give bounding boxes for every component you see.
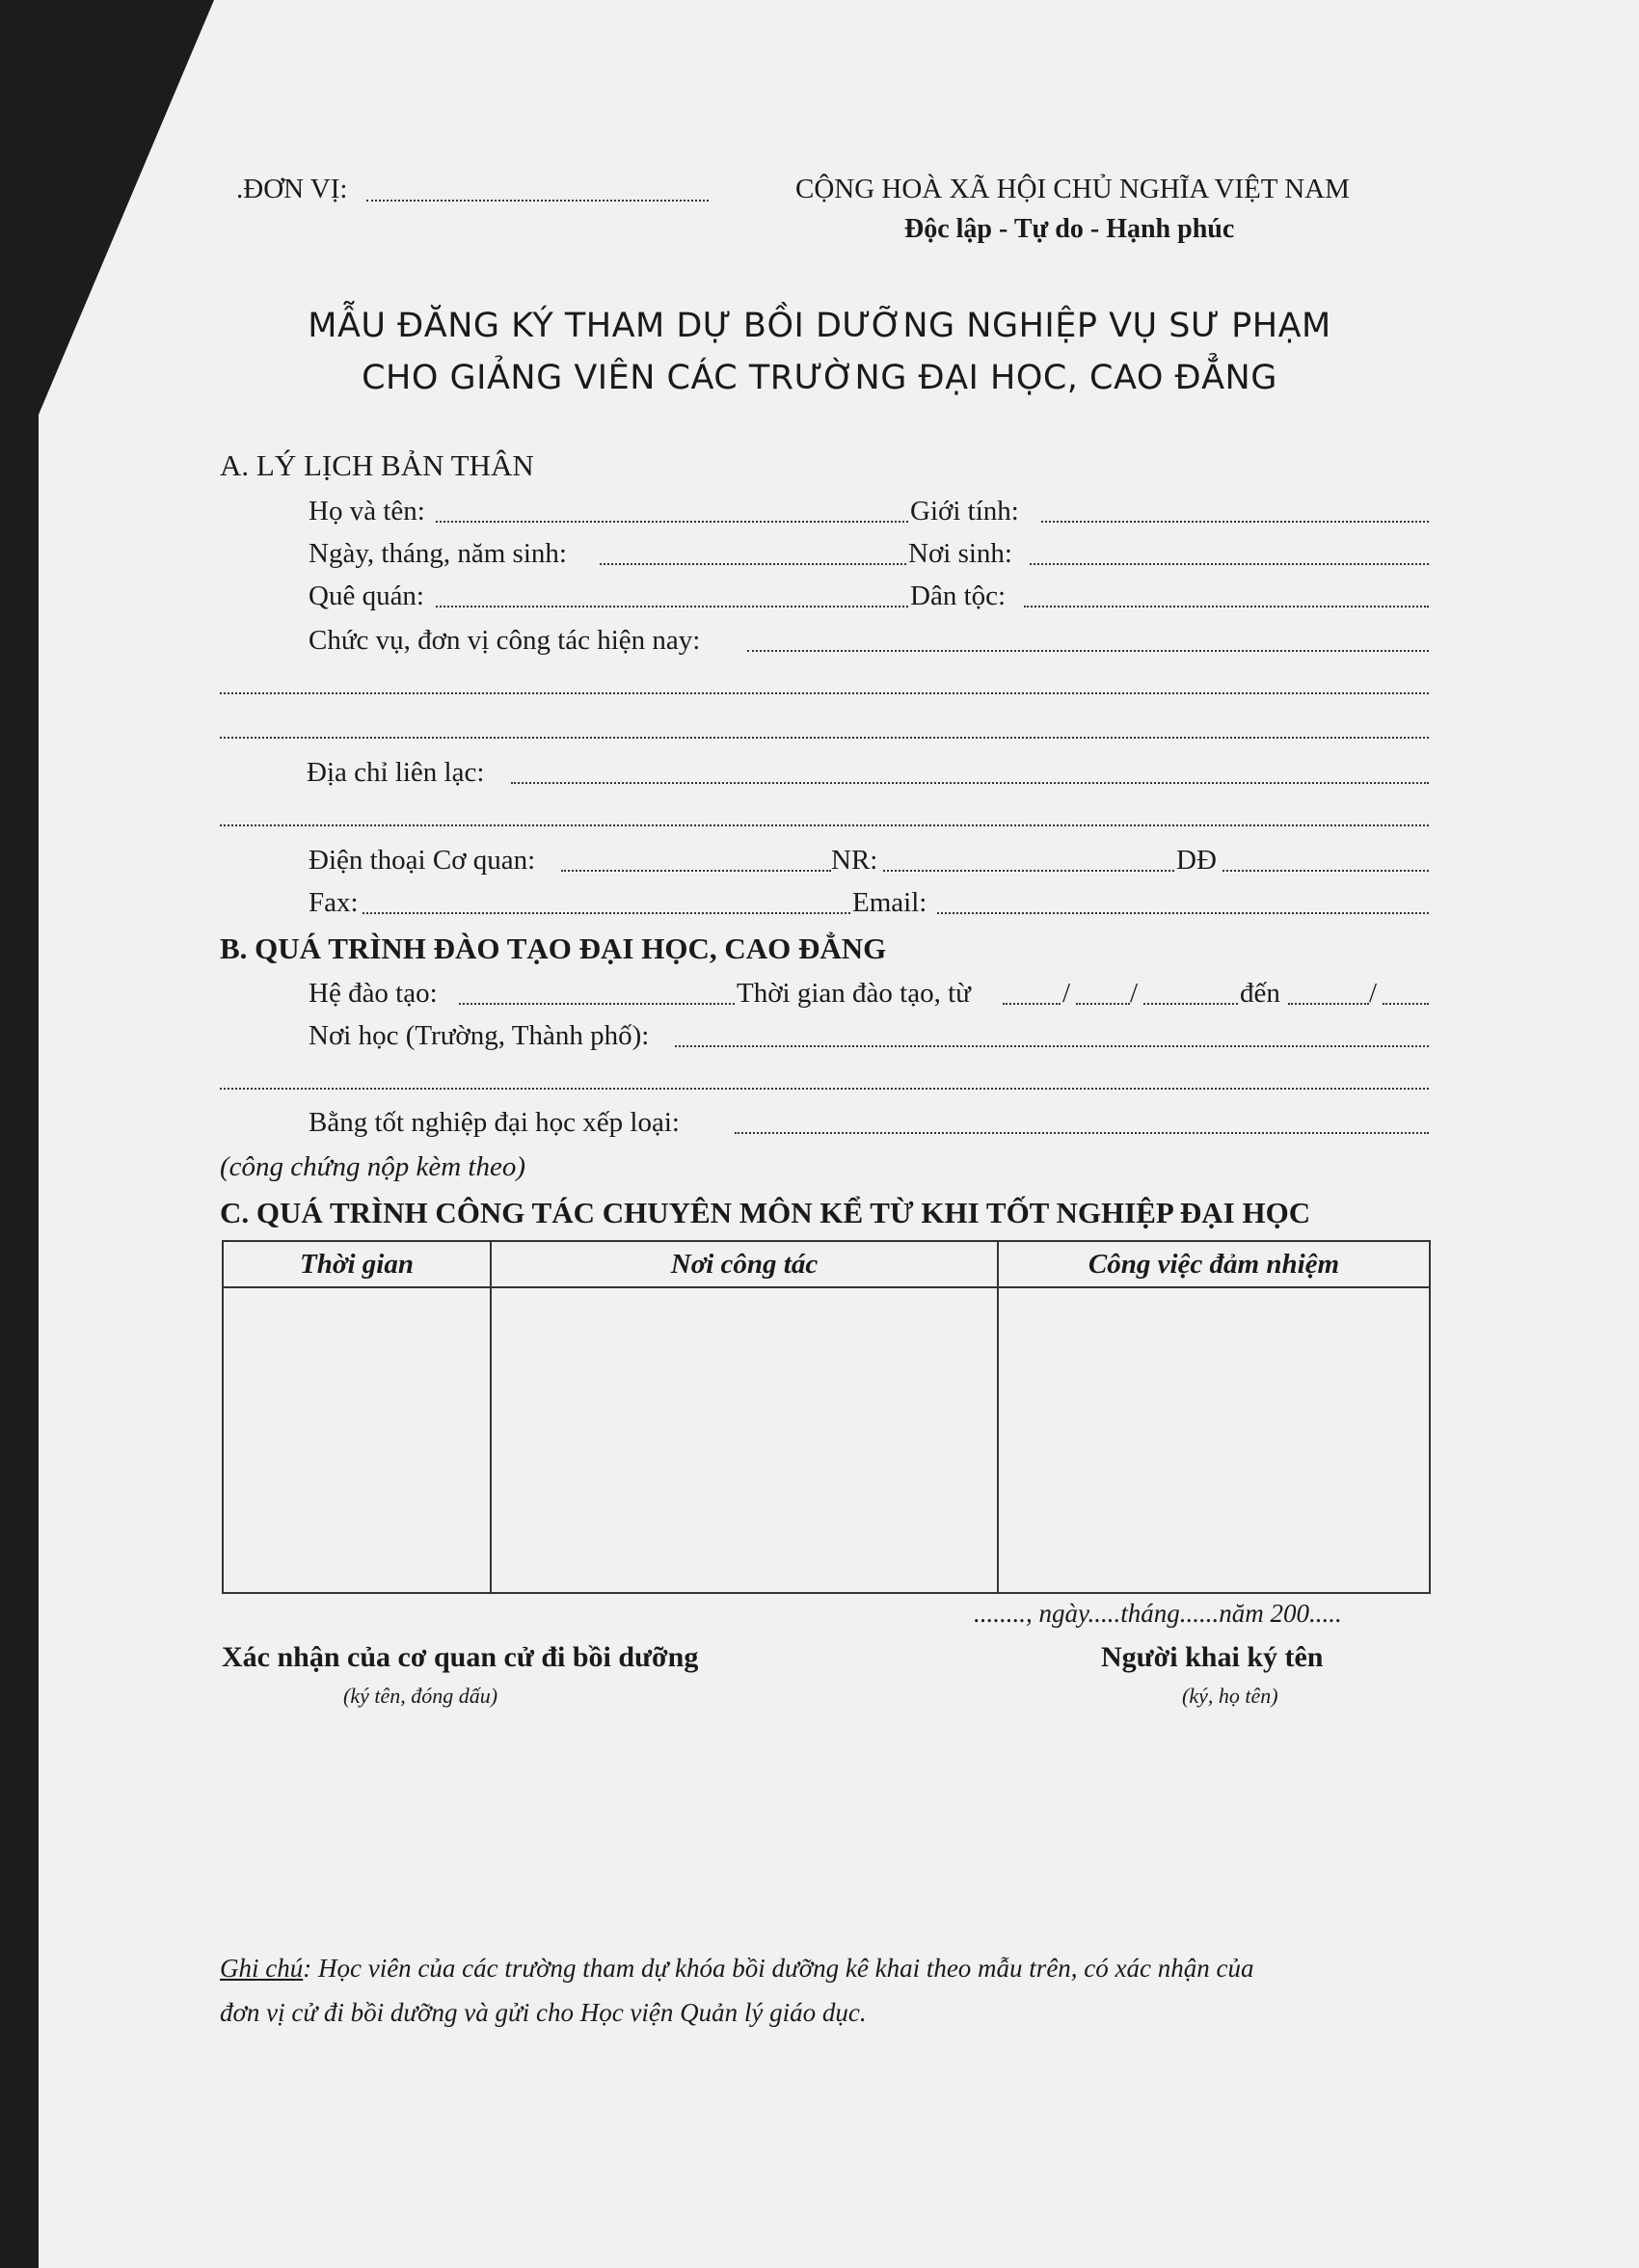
section-c-heading: C. QUÁ TRÌNH CÔNG TÁC CHUYÊN MÔN KỂ TỪ KHI TỐT NGHIỆP ĐẠI HỌC [220,1196,1311,1229]
position-label: Chức vụ, đơn vị công tác hiện nay: [309,625,701,656]
position-field-line-2[interactable] [220,692,1429,694]
birth-place-field[interactable] [1030,563,1429,565]
column-header: Nơi công tác [491,1241,998,1287]
email-label: Email: [852,887,927,918]
training-from-day-field[interactable] [1003,1003,1061,1005]
address-field-line-2[interactable] [220,824,1429,826]
gender-field[interactable] [1041,521,1429,523]
office-phone-label: Điện thoại Cơ quan: [309,845,536,876]
country-name: CỘNG HOÀ XÃ HỘI CHỦ NGHĨA VIỆT NAM [795,174,1350,204]
column-header: Thời gian [223,1241,491,1287]
ethnicity-field[interactable] [1024,606,1429,608]
section-a-heading: A. LÝ LỊCH BẢN THÂN [220,448,534,482]
footnote-label: Ghi chú [220,1954,304,1983]
training-period-label: Thời gian đào tạo, từ [737,978,971,1009]
duties-cell[interactable] [998,1287,1430,1593]
unit-field[interactable] [366,200,709,202]
agency-confirmation-title: Xác nhận của cơ quan cử đi bồi dưỡng [222,1641,699,1673]
address-label: Địa chỉ liên lạc: [307,757,485,788]
time-cell[interactable] [223,1287,491,1593]
home-phone-field[interactable] [883,870,1174,872]
full-name-field[interactable] [436,521,908,523]
workplace-cell[interactable] [491,1287,998,1593]
hometown-field[interactable] [436,606,908,608]
degree-rank-label: Bằng tốt nghiệp đại học xếp loại: [309,1107,680,1138]
fax-label: Fax: [309,887,359,918]
declarant-signature-subtitle: (ký, họ tên) [1182,1684,1278,1708]
birth-place-label: Nơi sinh: [908,538,1012,569]
office-phone-field[interactable] [561,870,831,872]
training-type-label: Hệ đào tạo: [309,978,438,1009]
training-from-year-field[interactable] [1143,1003,1238,1005]
mobile-label: DĐ [1176,845,1217,876]
date-separator: / [1062,978,1071,1009]
column-header: Công việc đảm nhiệm [998,1241,1430,1287]
table-header-row [223,1241,1430,1287]
section-b-heading: B. QUÁ TRÌNH ĐÀO TẠO ĐẠI HỌC, CAO ĐẲNG [220,932,887,965]
position-field-line-3[interactable] [220,737,1429,739]
degree-rank-field[interactable] [735,1132,1429,1134]
form-title-line-1: MẪU ĐĂNG KÝ THAM DỰ BỒI DƯỠNG NGHIỆP VỤ SƯ PHẠM [308,307,1331,345]
school-field-line-2[interactable] [220,1088,1429,1090]
hometown-label: Quê quán: [309,580,424,611]
date-line: ........, ngày.....tháng......năm 200..... [974,1599,1342,1628]
training-to-label: đến [1240,978,1280,1009]
training-to-month-field[interactable] [1288,1003,1369,1005]
fax-field[interactable] [363,912,850,914]
school-field[interactable] [675,1045,1429,1047]
agency-confirmation-subtitle: (ký tên, đóng dấu) [343,1684,498,1708]
notarized-note: (công chứng nộp kèm theo) [220,1151,525,1182]
birth-date-label: Ngày, tháng, năm sinh: [309,538,567,569]
footnote-text-1: : Học viên của các trường tham dự khóa bồi dưỡng kê khai theo mẫu trên, có xác nhận của [303,1954,1254,1983]
ethnicity-label: Dân tộc: [910,580,1007,611]
full-name-label: Họ và tên: [309,496,425,526]
birth-date-field[interactable] [600,563,906,565]
training-to-year-field[interactable] [1383,1003,1429,1005]
date-separator: / [1369,978,1378,1009]
training-from-month-field[interactable] [1076,1003,1130,1005]
declarant-signature-title: Người khai ký tên [1101,1641,1324,1673]
address-field[interactable] [511,782,1429,784]
school-label: Nơi học (Trường, Thành phố): [309,1020,650,1051]
table-row [223,1287,1430,1593]
position-field[interactable] [747,650,1429,652]
footnote-line-1 [220,1954,1254,1984]
footnote-text-2: đơn vị cử đi bồi dưỡng và gửi cho Học viện Quản lý giáo dục. [220,1998,867,2027]
unit-label: .ĐƠN VỊ: [236,174,348,204]
training-type-field[interactable] [459,1003,735,1005]
form-title-line-2: CHO GIẢNG VIÊN CÁC TRƯỜNG ĐẠI HỌC, CAO ĐẲNG [362,359,1277,397]
date-separator: / [1130,978,1139,1009]
gender-label: Giới tính: [910,496,1019,526]
email-field[interactable] [937,912,1429,914]
home-phone-label: NR: [831,845,878,876]
mobile-field[interactable] [1223,870,1429,872]
national-motto: Độc lập - Tự do - Hạnh phúc [904,214,1235,244]
work-history-table [222,1240,1431,1594]
